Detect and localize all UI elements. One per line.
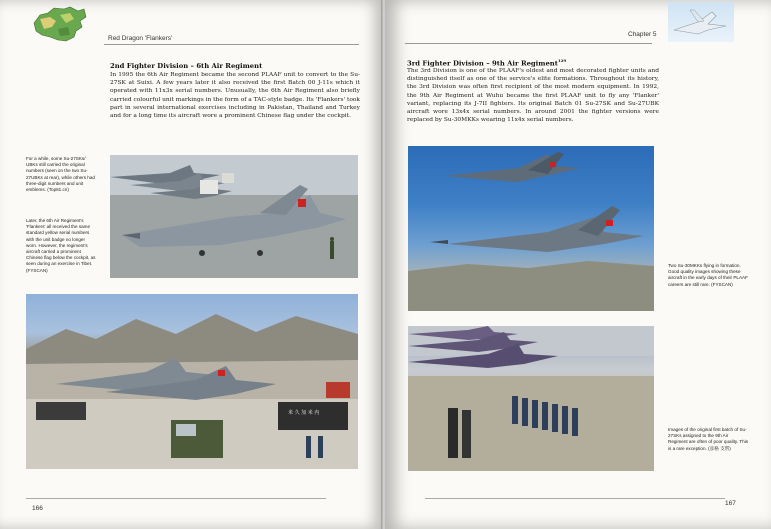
header-rule-left <box>104 44 359 45</box>
section-title-right-text: 3rd Fighter Division – 9th Air Regiment <box>407 59 558 68</box>
footer-rule-right <box>425 498 725 499</box>
caption-right-1: Two Su-30MKKs flying in formation. Good quality images showing these aircraft in the early days of their PLAAF careers are still rare. (FYSCAN) <box>668 263 748 287</box>
body-text-right: The 3rd Division is one of the PLAAF's oldest and most decorated fighter units and distinguished itself as one of the service's elite formations. Throughout its history, the 3rd Division was often first recipient of the most modern equipment. In 1992, the 9th Air Regiment at Wuhu became the first PLAAF unit to fly any 'Flanker' variant, replacing its J-7II fighters. Its original Batch 01 Su-27SK and Su-27UBK aircraft wore 13x4x serial numbers. In around 2001 the fighter versions were replaced by Su-30MKKs wearing 11x4x serial numbers. <box>407 68 659 124</box>
photo-flight-line <box>110 155 358 278</box>
page-number-right: 167 <box>725 500 736 507</box>
running-head-right: Chapter 5 <box>628 31 657 38</box>
photo-su27-lineup <box>408 326 654 471</box>
china-map-icon <box>30 5 88 45</box>
running-head-left: Red Dragon 'Flankers' <box>108 35 173 42</box>
photo-su30-formation <box>408 146 654 311</box>
caption-left-2: Later, the 6th Air Regiment's 'Flankers' all received the same standard yellow serial numbers with the unit badge no longer worn. However, the regiment's aircraft carried a prominent Chinese flag below the cockpit, as seen during an exercise in Tibet. (FYSCAN) <box>26 218 96 273</box>
section-title-left: 2nd Fighter Division – 6th Air Regiment <box>110 62 263 70</box>
caption-left-1: For a while, some Su-27SKs/ UBKs still carried the original numbers (seen on the two Su-27UBKs at rear), while others had three-digit numbers and unit emblems. (Top81.cn) <box>26 156 95 193</box>
jet-thumbnail-image <box>668 2 734 42</box>
body-text-left: In 1995 the 6th Air Regiment became the second PLAAF unit to convert to the Su-27SK at Suixi. A few years later it also received the first Batch 00 J-11s which it operated with 11x3x serial numbers. Unusually, the 6th Air Regiment also briefly carried colourful unit markings in the form of a TAC-style badge. Its 'Flankers' took part in several international exercises including in Pakistan, Thailand and Turkey and for a long time its aircraft wore a prominent Chinese flag under the cockpit. <box>110 72 360 120</box>
caption-right-2: Images of the original first batch of Su-27SKs assigned to the 9th Air Regiment are often of poor quality. This is a rare exception. (彦格 支帮) <box>668 427 749 451</box>
vehicle-text: 米 久 加 米 内 <box>288 410 320 416</box>
footer-rule-left <box>26 498 326 499</box>
footnote-marker: 129 <box>557 58 567 63</box>
photo-tibet-exercise <box>26 294 358 469</box>
left-page <box>0 0 383 529</box>
header-rule-right <box>405 43 652 44</box>
page-number-left: 166 <box>32 505 43 512</box>
section-title-right <box>407 58 657 67</box>
